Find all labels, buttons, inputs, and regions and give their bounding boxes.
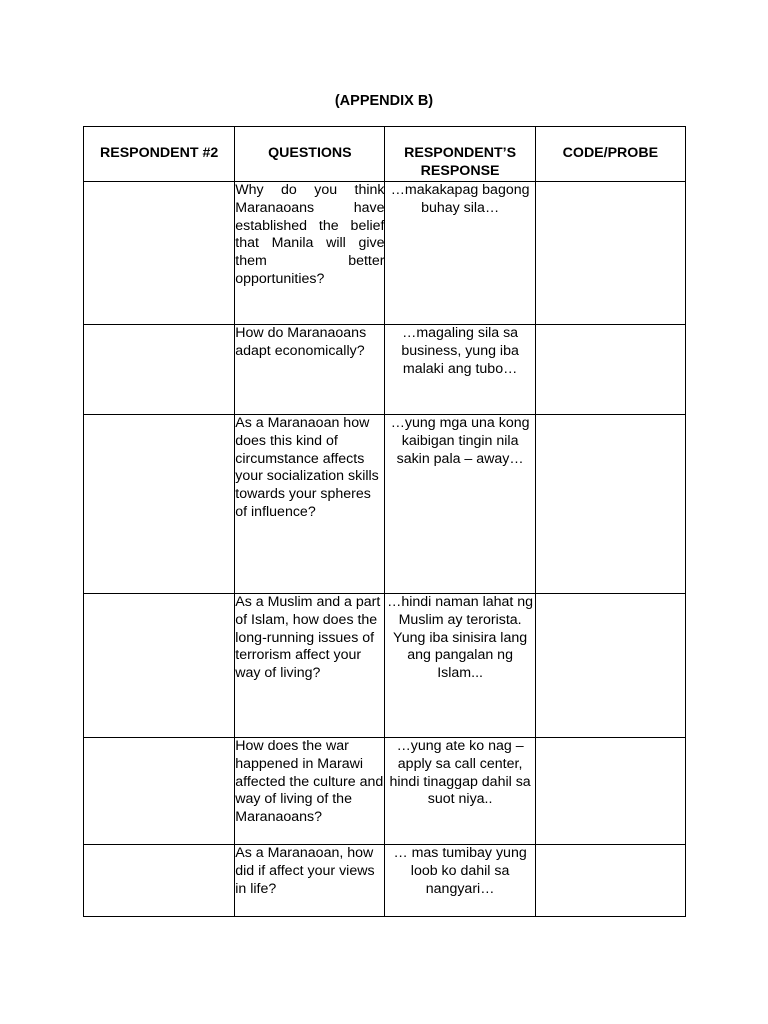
code-cell [535,182,685,325]
table-row [84,325,686,415]
header-code-probe: CODE/PROBE [535,127,685,182]
respondent-cell [84,845,235,917]
question-cell: How do Maranaoans adapt economically? [235,325,385,415]
respondent-cell [84,738,235,845]
respondent-cell [84,415,235,594]
response-cell: …makakapag bagong buhay sila… [385,182,535,325]
respondent-cell [84,594,235,738]
header-respondent: RESPONDENT #2 [84,127,235,182]
response-cell: …hindi naman lahat ng Muslim ay terorista. Yung iba sinisira lang ang pangalan ng Islam... [385,594,535,738]
question-cell: Why do you think Maranaoans have established the belief that Manila will give them better opportunities? [235,182,385,325]
appendix-table [83,126,686,917]
response-cell: … mas tumibay yung loob ko dahil sa nangyari… [385,845,535,917]
question-cell: How does the war happened in Marawi affected the culture and way of living of the Maranaoans? [235,738,385,845]
code-cell [535,325,685,415]
code-cell [535,594,685,738]
table-row [84,415,686,594]
respondent-cell [84,325,235,415]
response-cell: …yung ate ko nag – apply sa call center, hindi tinaggap dahil sa suot niya.. [385,738,535,845]
code-cell [535,415,685,594]
response-cell: …yung mga una kong kaibigan tingin nila sakin pala – away… [385,415,535,594]
table-header-row [84,127,686,182]
document-title: (APPENDIX B) [334,93,434,109]
table-row [84,845,686,917]
response-cell: …magaling sila sa business, yung iba malaki ang tubo… [385,325,535,415]
table-row [84,738,686,845]
header-questions: QUESTIONS [235,127,385,182]
question-cell: As a Maranaoan, how did if affect your views in life? [235,845,385,917]
code-cell [535,738,685,845]
table-row [84,594,686,738]
header-response: RESPONDENT’S RESPONSE [385,127,535,182]
code-cell [535,845,685,917]
respondent-cell [84,182,235,325]
table-row [84,182,686,325]
question-cell: As a Maranaoan how does this kind of circumstance affects your socialization skills towards your spheres of influence? [235,415,385,594]
question-cell: As a Muslim and a part of Islam, how does the long-running issues of terrorism affect your way of living? [235,594,385,738]
